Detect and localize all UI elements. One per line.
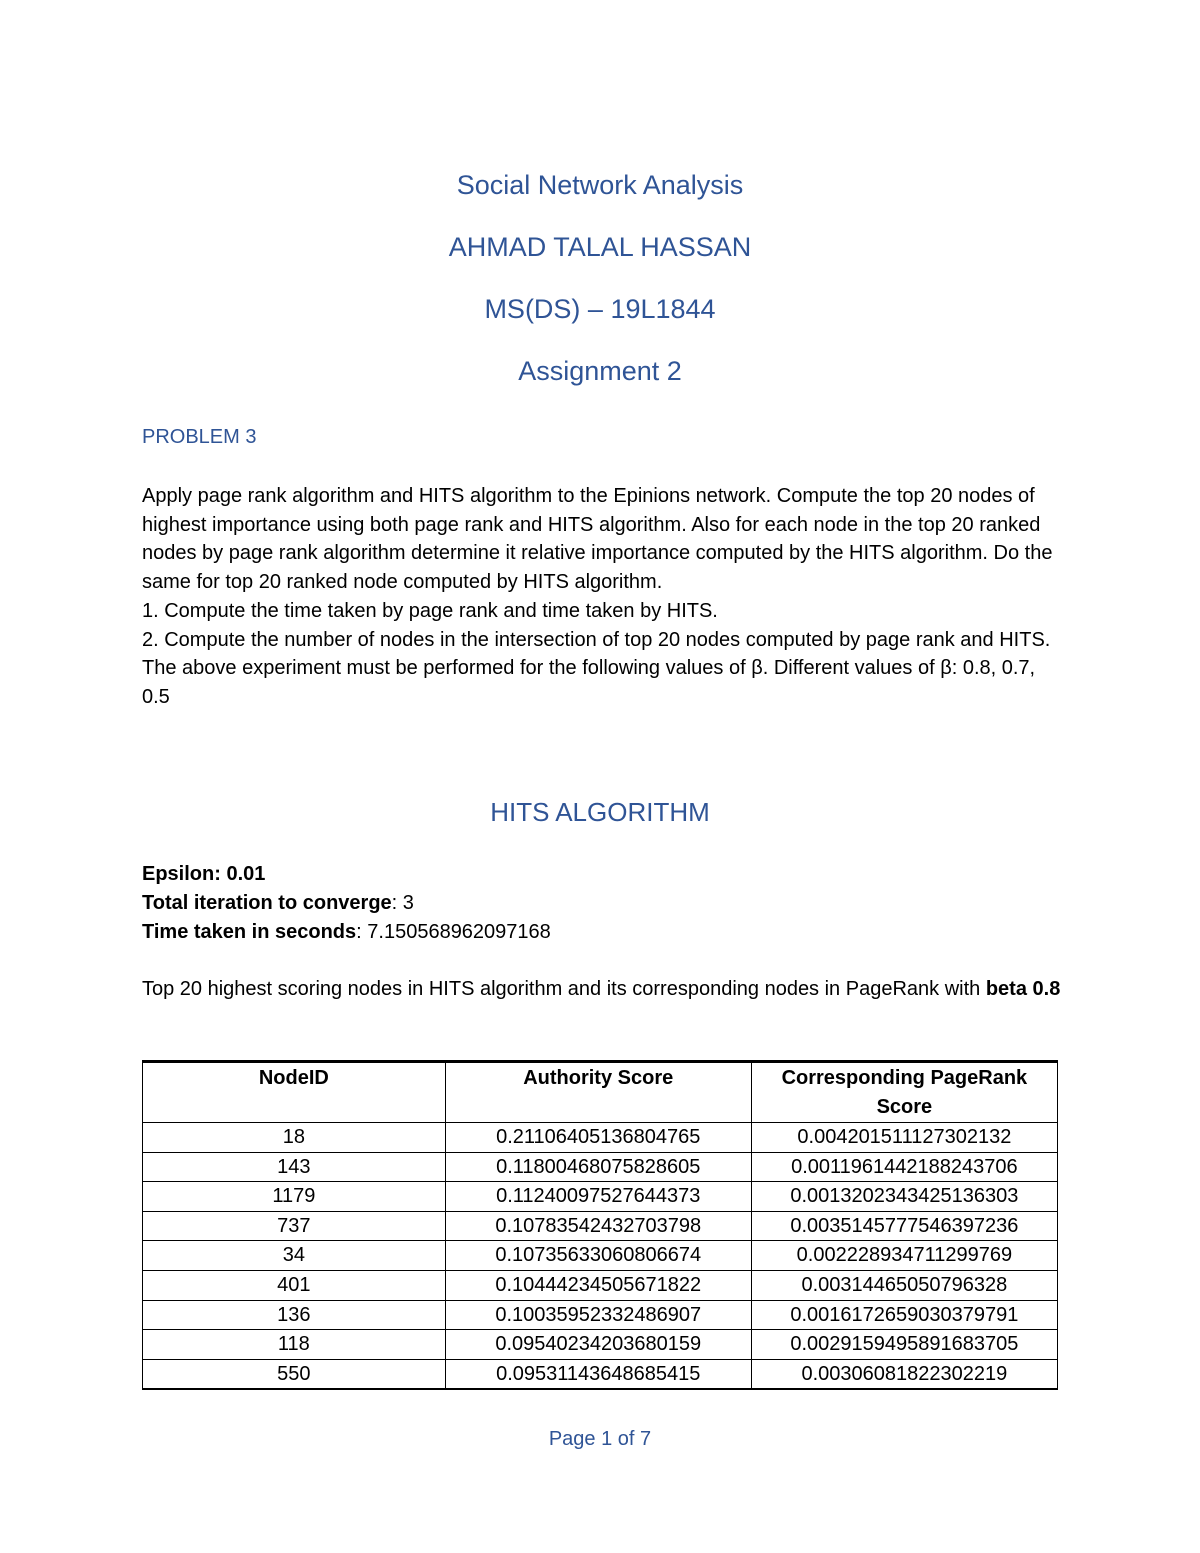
iterations-label: Total iteration to converge: [142, 892, 392, 914]
time-label: Time taken in seconds: [142, 921, 357, 943]
cell-authority: 0.10035952332486907: [445, 1300, 751, 1330]
problem-beta-note: The above experiment must be performed for the following values of β. Different values of β: 0.8, 0.7, 0.5: [142, 657, 1036, 708]
cell-pagerank: 0.002228934711299769: [751, 1241, 1057, 1271]
table-row: [143, 1330, 1058, 1360]
table-row: [143, 1182, 1058, 1212]
cell-pagerank: 0.0016172659030379791: [751, 1300, 1057, 1330]
cell-nodeid: 34: [143, 1241, 446, 1271]
problem-item-2: 2. Compute the number of nodes in the intersection of top 20 nodes computed by page rank and HITS.: [142, 628, 1051, 651]
table-row: [143, 1152, 1058, 1182]
cell-pagerank: 0.004201511127302132: [751, 1123, 1057, 1153]
hits-results-table: [142, 1060, 1058, 1390]
program-id: MS(DS) – 19L1844: [484, 294, 716, 324]
cell-nodeid: 118: [143, 1330, 446, 1360]
cell-authority: 0.09531143648685415: [445, 1359, 751, 1389]
problem-label: PROBLEM 3: [142, 426, 257, 448]
cell-nodeid: 18: [143, 1123, 446, 1153]
author-name: AHMAD TALAL HASSAN: [448, 232, 752, 262]
table-row: [143, 1123, 1058, 1153]
header-pagerank-score: Corresponding PageRank Score: [751, 1062, 1057, 1123]
course-title: Social Network Analysis: [456, 170, 744, 200]
hits-stats: [142, 860, 551, 947]
time-value: : 7.150568962097168: [356, 921, 551, 943]
cell-pagerank: 0.0029159495891683705: [751, 1330, 1057, 1360]
cell-pagerank: 0.00306081822302219: [751, 1359, 1057, 1389]
iterations-value: : 3: [391, 892, 414, 914]
problem-item-1: 1. Compute the time taken by page rank and time taken by HITS.: [142, 599, 718, 622]
cell-authority: 0.21106405136804765: [445, 1123, 751, 1153]
hits-heading: HITS ALGORITHM: [490, 797, 710, 827]
cell-authority: 0.10783542432703798: [445, 1211, 751, 1241]
cell-nodeid: 401: [143, 1270, 446, 1300]
header-nodeid: NodeID: [143, 1062, 446, 1123]
cell-pagerank: 0.00314465050796328: [751, 1270, 1057, 1300]
cell-nodeid: 550: [143, 1359, 446, 1389]
cell-authority: 0.09540234203680159: [445, 1330, 751, 1360]
table-row: [143, 1359, 1058, 1389]
header-authority-score: Authority Score: [445, 1062, 751, 1123]
table-row: [143, 1300, 1058, 1330]
cell-authority: 0.10444234505671822: [445, 1270, 751, 1300]
table-row: [143, 1211, 1058, 1241]
cell-pagerank: 0.0011961442188243706: [751, 1152, 1057, 1182]
problem-statement: [142, 482, 1062, 712]
table-caption: [142, 975, 1062, 1004]
cell-nodeid: 1179: [143, 1182, 446, 1212]
cell-nodeid: 737: [143, 1211, 446, 1241]
cell-authority: 0.10735633060806674: [445, 1241, 751, 1271]
cell-nodeid: 136: [143, 1300, 446, 1330]
cell-pagerank: 0.0035145777546397236: [751, 1211, 1057, 1241]
table-caption-text: Top 20 highest scoring nodes in HITS algorithm and its corresponding nodes in PageRank with: [142, 978, 986, 1000]
epsilon-label: Epsilon: 0.01: [142, 863, 266, 885]
assignment-title: Assignment 2: [518, 356, 682, 386]
problem-paragraph: Apply page rank algorithm and HITS algorithm to the Epinions network. Compute the top 20 nodes of highest importance using both page rank and HITS algorithm. Also for each node in the top 20 ranked nodes by page rank algorithm determine it relative importance computed by the HITS algorithm. Do the same for top 20 ranked node computed by HITS algorithm.: [142, 485, 1053, 594]
table-row: [143, 1270, 1058, 1300]
table-caption-beta: beta 0.8: [985, 978, 1061, 1000]
table-header-row: [143, 1062, 1058, 1123]
page-number: Page 1 of 7: [548, 1428, 652, 1450]
cell-authority: 0.11800468075828605: [445, 1152, 751, 1182]
table-row: [143, 1241, 1058, 1271]
cell-authority: 0.11240097527644373: [445, 1182, 751, 1212]
cell-pagerank: 0.0013202343425136303: [751, 1182, 1057, 1212]
cell-nodeid: 143: [143, 1152, 446, 1182]
